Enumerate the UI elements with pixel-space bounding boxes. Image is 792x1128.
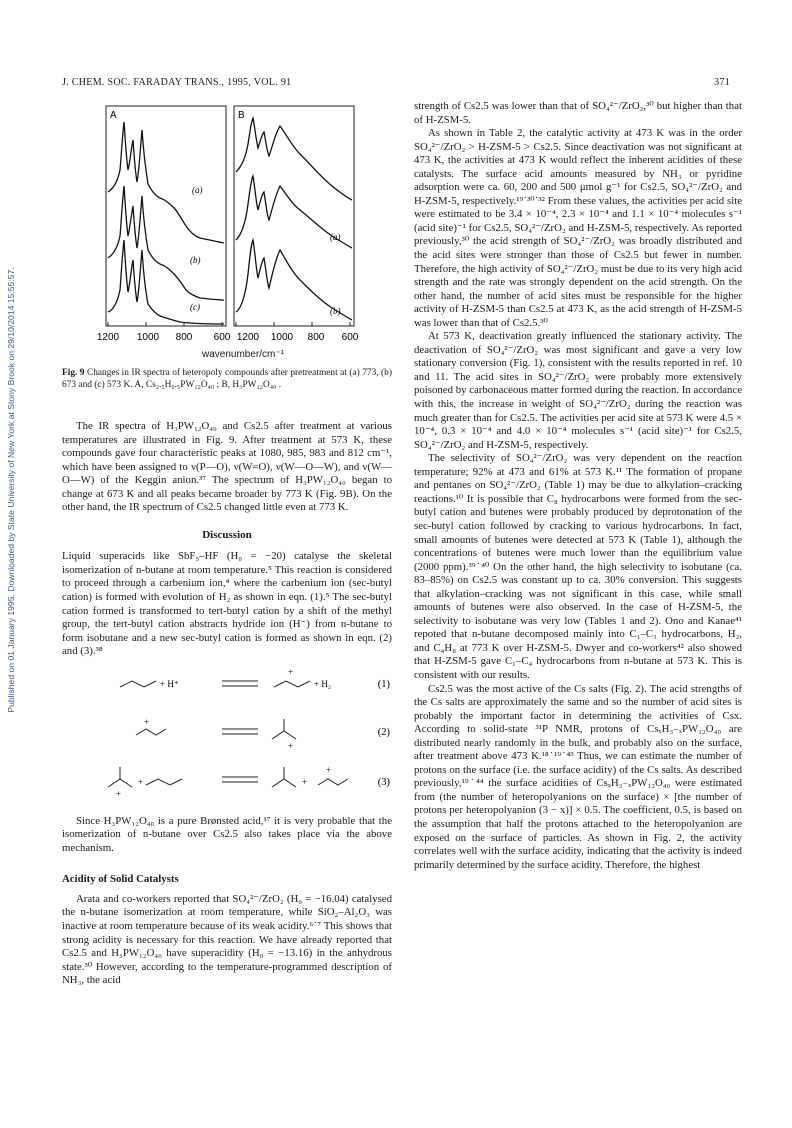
n-butane-3	[146, 779, 182, 785]
spectrum-b-a	[236, 118, 352, 200]
eq3-plus-charge-b: +	[326, 764, 332, 775]
eq3-plus-b: +	[302, 776, 308, 787]
curve-label-a-a: (a)	[192, 185, 203, 195]
curve-label-b-a: (a)	[330, 232, 341, 242]
panel-a-label: A	[110, 110, 117, 121]
sec-butyl-2	[136, 729, 166, 735]
n-butane-1	[120, 681, 156, 687]
isobutane-3a	[272, 779, 296, 787]
paragraph-arata: Arata and co-workers reported that SO₄²⁻/ZrO₂ (H₀ = −16.04) catalysed the n-butane isomerization at room temperature, while SiO₂–Al₂O₃ was inactive at room temperature because of its weak acidity.⁶˙⁷ This shows that strong acidity is necessary for this reaction. We have already reported that Cs2.5 and H₃PW₁₂O₄₀ have superacidity (H₀ = −13.16) in the anhydrous state.³⁰ However, according to the temperature-programmed description of NH₃, the acid	[62, 892, 392, 987]
caption-text: Changes in IR spectra of heteropoly compounds after pretreatment at (a) 773, (b) 673 and (c) 573 K. A, Cs₂.₅H₀.₅PW₁₂O₄₀ ; B, H₃PW₁₂O₄₀ .	[62, 368, 392, 390]
page-number: 371	[714, 77, 730, 88]
tick-a-3: 800	[175, 332, 193, 343]
paragraph-selectivity: The selectivity of SO₄²⁻/ZrO₂ was very dependent on the reaction temperature; 92% at 473 and 61% at 573 K.¹¹ The formation of propane and pentanes on SO₄²⁻/ZrO₂ (Table 1) may be due to alkylation–cracking reactions.¹⁰ It is possible that C₈ hydrocarbons were formed from the sec-butyl cation and butenes were probably produced by deprotonation of the sec-butyl cation followed by cracking to various hydrocarbons. In fact, small amounts of butenes were detected at 573 K (Table 1), although the concentrations of butenes were much lower than the equilibrium value (2000 ppm).³⁹˙⁴⁰ On the other hand, the high selectivity to isobutane (ca. 83–85%) on Cs2.5 was constant up to ca. 30% conversion. This suggests that alkylation–cracking was not significant in this case, while small amounts of butenes were also observed. In the case of H-ZSM-5, the selectivity to isobutane was very low (Tables 1 and 2). Ono and Kanae⁴¹ repoted that n-butane decomposed mainly into C₁–C₃ hydrocarbons, H₂, and C₄H₈ at 773 K over H-ZSM-5. Dwyer and co-workers⁴² also showed that H-ZSM-5 gave C₁–C₄ hydrocarbons from n-butane at 573 K. This is consistent with our results.	[414, 452, 742, 681]
tert-butyl-3a	[108, 779, 132, 787]
paragraph-deactivation: At 573 K, deactivation greatly influenced the stationary activity. The deactivation of SO₄²⁻/ZrO₂ was most significant and gave a very low stationary conversion (Fig. 1), consistent with the results reported in ref. 10 and 11. The acid sites in SO₄²⁻/ZrO₂ were probably more extensively poisoned by carbonaceous matter formed during the reaction. In accordance with this, the increase in weight of SO₄²⁻/ZrO₂ during the reaction was much greater than for Cs2.5. The activities per acid site at 573 K were 4.5 × 10⁻⁴, 0.3 × 10⁻⁴ and 4.0 × 10⁻⁴ molecules s⁻¹ (acid site)⁻¹ for Cs2.5, SO₄²⁻/ZrO₂ and H-ZSM-5, respectively.	[414, 330, 742, 451]
left-column	[62, 100, 392, 988]
figure-caption	[62, 368, 392, 391]
eq2-plus-charge-right: +	[288, 740, 294, 751]
tick-b-1: 1200	[236, 332, 260, 343]
eq3-plus-a: +	[138, 776, 144, 787]
publication-sidebar	[0, 140, 22, 840]
ir-spectra-plot	[62, 100, 392, 350]
spectrum-a-c	[108, 240, 224, 324]
caption-lead: Fig. 9	[62, 368, 85, 378]
tick-a-1: 1200	[96, 332, 120, 343]
publication-notice: Published on 01 January 1995. Downloaded by State University of New York at Stony Brook on 29/10/2014 15:55:57.	[6, 267, 16, 713]
spectrum-a-a	[108, 122, 224, 243]
sec-butyl-3	[318, 779, 348, 785]
reaction-equations	[62, 659, 392, 815]
tick-b-4: 600	[341, 332, 359, 343]
paragraph-table2: As shown in Table 2, the catalytic activity at 473 K was in the order SO₄²⁻/ZrO₂ > H-ZSM-5 > Cs2.5. Since deactivation was not significant at 473 K, the activities at 473 K would reflect the inherent acidities of these catalysts. The surface acid amounts measured by NH₃ or pyridine adsorption were ca. 60, 200 and 500 μmol g⁻¹ for Cs2.5, SO₄²⁻/ZrO₂ and H-ZSM-5, respectively.¹⁹˙³⁰˙³² From these values, the activities per acid site were estimated to be 3.4 × 10⁻⁴, 2.3 × 10⁻⁴ and 1.1 × 10⁻⁴ molecules s⁻¹ (acid site)⁻¹ for Cs2.5, SO₄²⁻/ZrO₂ and H-ZSM-5, respectively. As reported previously,³⁰ the acid strength of SO₄²⁻/ZrO₂ was broadly distributed and the acid sites were stronger than those of Cs2.5 but fewer in number. Therefore, the high activity of SO₄²⁻/ZrO₂ must be due to its very high acid strength and the rate was strongly dependent on the acid strength. On the other hand, the number of acid sites must be responsible for the higher activity of H-ZSM-5 than Cs2.5 at 473 K, as the acid strength of H-ZSM-5 was lower than that of Cs2.5.³⁰	[414, 127, 742, 329]
eq3-plus-charge-a: +	[116, 788, 122, 799]
eq1-plus-charge: +	[288, 666, 294, 677]
journal-citation: J. CHEM. SOC. FARADAY TRANS., 1995, VOL. 91	[62, 77, 292, 88]
panel-b-label: B	[238, 110, 245, 121]
paragraph-strength-cont: strength of Cs2.5 was lower than that of SO₄²⁻/ZrO₂,³⁰ but higher than that of H-ZSM-5.	[414, 100, 742, 126]
paragraph-superacids: Liquid superacids like SbF₅–HF (H₀ = −20) catalyse the skeletal isomerization of n-butane at room temperature.⁵ This reaction is considered to proceed through a carbenium ion,⁴ where the carbenium ion (sec-butyl cation) is formed with evolution of H₂ as shown in eqn. (1).⁵ The sec-butyl cation formed is transformed to tert-butyl cation by a shift of the methyl group, the tert-butyl cation abstracts hydride ion (H⁻) from n-butane to form isobutane and a new sec-butyl cation is formed as shown in eqn. (2) and (3).³⁸	[62, 550, 392, 658]
figure-9	[62, 100, 392, 412]
curve-label-a-c: (c)	[190, 302, 200, 312]
curve-label-a-b: (b)	[190, 255, 201, 265]
eq2-plus-charge-left: +	[144, 716, 150, 727]
spectrum-a-b	[108, 186, 224, 300]
eq1-hplus: + H⁺	[160, 678, 179, 689]
eq-number-2: (2)	[377, 726, 390, 738]
panel-b-frame	[234, 106, 354, 326]
sec-butyl-1	[274, 681, 310, 687]
eq1-h2: + H₂	[314, 678, 331, 689]
eq-number-3: (3)	[377, 776, 390, 788]
tick-a-4: 600	[213, 332, 231, 343]
right-column	[414, 100, 742, 872]
eq-number-1: (1)	[377, 678, 390, 690]
tick-b-2: 1000	[270, 332, 294, 343]
tick-a-2: 1000	[136, 332, 160, 343]
x-axis-label: wavenumber/cm⁻¹	[202, 349, 284, 360]
tick-b-3: 800	[307, 332, 325, 343]
heading-acidity: Acidity of Solid Catalysts	[62, 873, 179, 886]
tert-butyl-2a	[272, 731, 296, 739]
running-head	[62, 77, 730, 91]
equation-diagram	[62, 659, 392, 815]
curve-label-b-b: (b)	[330, 306, 341, 316]
heading-discussion: Discussion	[202, 528, 252, 541]
paragraph-bronsted: Since H₃PW₁₂O₄₀ is a pure Brønsted acid,¹⁷ it is very probable that the isomerization of n-butane over Cs2.5 also takes place via the above mechanism.	[62, 814, 392, 854]
paragraph-cs-salts: Cs2.5 was the most active of the Cs salts (Fig. 2). The acid strengths of the Cs salts are approximately the same and so the number of acid sites is probably the important factor in determining the activities of Csx. According to solid-state ³¹P NMR, protons of CsₓH₃₋ₓPW₁₂O₄₀ are distributed nearly randomly in the bulk, and probably also on the surface, after treatment above 473 K.¹⁸˙¹⁹˙⁴³ Thus, we can estimate the number of protons on the surface (i.e. the surface acidity) of the Cs salts. As described previously,¹⁹˙⁴⁴ the surface acidities of CsₓH₃₋ₓPW₁₂O₄₀ were estimated from (the number of heteropolyanions on the surface) × [the number of protons per heteropolyanion (3 − x)] × 0.5. The coefficient, 0.5, is based on the assumption that half the protons attached to the heteropolyanion are exposed on the surface of particles. As shown in Fig. 2, the activity correlates well with the surface acidity, indicating that the activity is indeed primarily determined by the surface acidity. Therefore, the highest	[414, 682, 742, 871]
panel-a-frame	[106, 106, 226, 326]
paragraph-ir-spectra: The IR spectra of H₃PW₁₂O₄₀ and Cs2.5 after treatment at various temperatures are illustrated in Fig. 9. After treatment at 573 K, these compounds gave four characteristic peaks at 1080, 985, 983 and 812 cm⁻¹, which have been assigned to ν(P—O), ν(W=O), ν(W—O—W), and ν(W—O—W) of the Keggin anion.³⁷ The spectrum of H₃PW₁₂O₄₀ began to change at 673 K and all peaks became broader by 773 K (Fig. 9B). On the other hand, the IR spectrum of Cs2.5 changed little even at 773 K.	[62, 420, 392, 514]
